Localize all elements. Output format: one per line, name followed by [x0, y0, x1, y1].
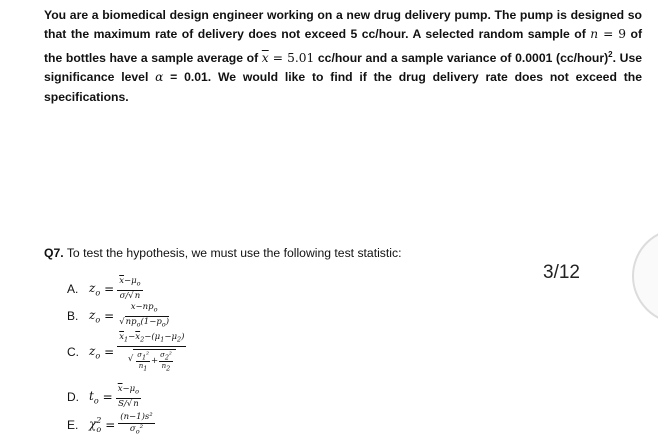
choice-d[interactable] — [67, 384, 141, 410]
question-number: Q7. — [44, 246, 64, 260]
problem-text-5: = 0.01. We would like to find if the drug delivery rate does not exceed the specifications. — [44, 70, 642, 104]
choice-e[interactable] — [67, 412, 155, 438]
n-symbol: n — [590, 27, 599, 42]
formula-d: $t_o$ = $\frac{\overline{x}-\mu_o}{S/√n}$ — [89, 384, 140, 409]
problem-text-4: . Use significance level — [44, 50, 642, 85]
choice-c[interactable] — [67, 332, 186, 372]
problem-text-1: You are a biomedical design engineer working on a new drug delivery pump. The pump is designed so that the maximum rate of delivery does not exceed 5 cc/hour. A selected random sample of — [44, 8, 642, 42]
xbar-value: = 5.01 — [268, 50, 315, 65]
formula-a: $z_o$ = $\frac{\overline{x}-\mu_o}{\sigma/√n}$ — [89, 276, 141, 301]
choice-letter: D. — [67, 389, 79, 404]
choice-a[interactable] — [67, 276, 143, 302]
formula-e: $\chi^2_o$ = $\frac{\text{(n−1)s²}}{\sigma_o^2}$ — [89, 412, 153, 436]
n-value: = 9 — [598, 27, 627, 42]
next-page-button[interactable] — [632, 228, 658, 324]
question-prompt — [44, 246, 401, 260]
formula-b: $z_o$ = $\frac{x-np_o}{√np_o(1-p_o)}$ — [89, 302, 170, 329]
problem-text-3: cc/hour and a sample variance of 0.0001 (cc/hour) — [314, 50, 609, 65]
choice-letter: C. — [67, 345, 79, 360]
alpha-symbol: α — [155, 70, 164, 85]
formula-c: $z_o$ = $\overline{x}_1-\overline{x}_2-(\mu_1-\mu_2)$ √ $\sigma_1^2$ $n_1$ + $\sigma_2^2$ $n_2$ — [89, 332, 185, 373]
problem-text-2: of the bottles have a sample average of — [44, 27, 642, 65]
xbar-symbol: $\overline{x}$ — [261, 50, 269, 65]
choice-letter: A. — [67, 281, 79, 296]
choice-letter: E. — [67, 417, 79, 432]
choice-letter: B. — [67, 309, 79, 324]
problem-statement — [44, 6, 642, 107]
question-text: To test the hypothesis, we must use the following test statistic: — [63, 246, 402, 260]
page-counter: 3/12 — [543, 262, 580, 283]
superscript-2: 2 — [608, 49, 613, 59]
choice-b[interactable] — [67, 302, 171, 330]
